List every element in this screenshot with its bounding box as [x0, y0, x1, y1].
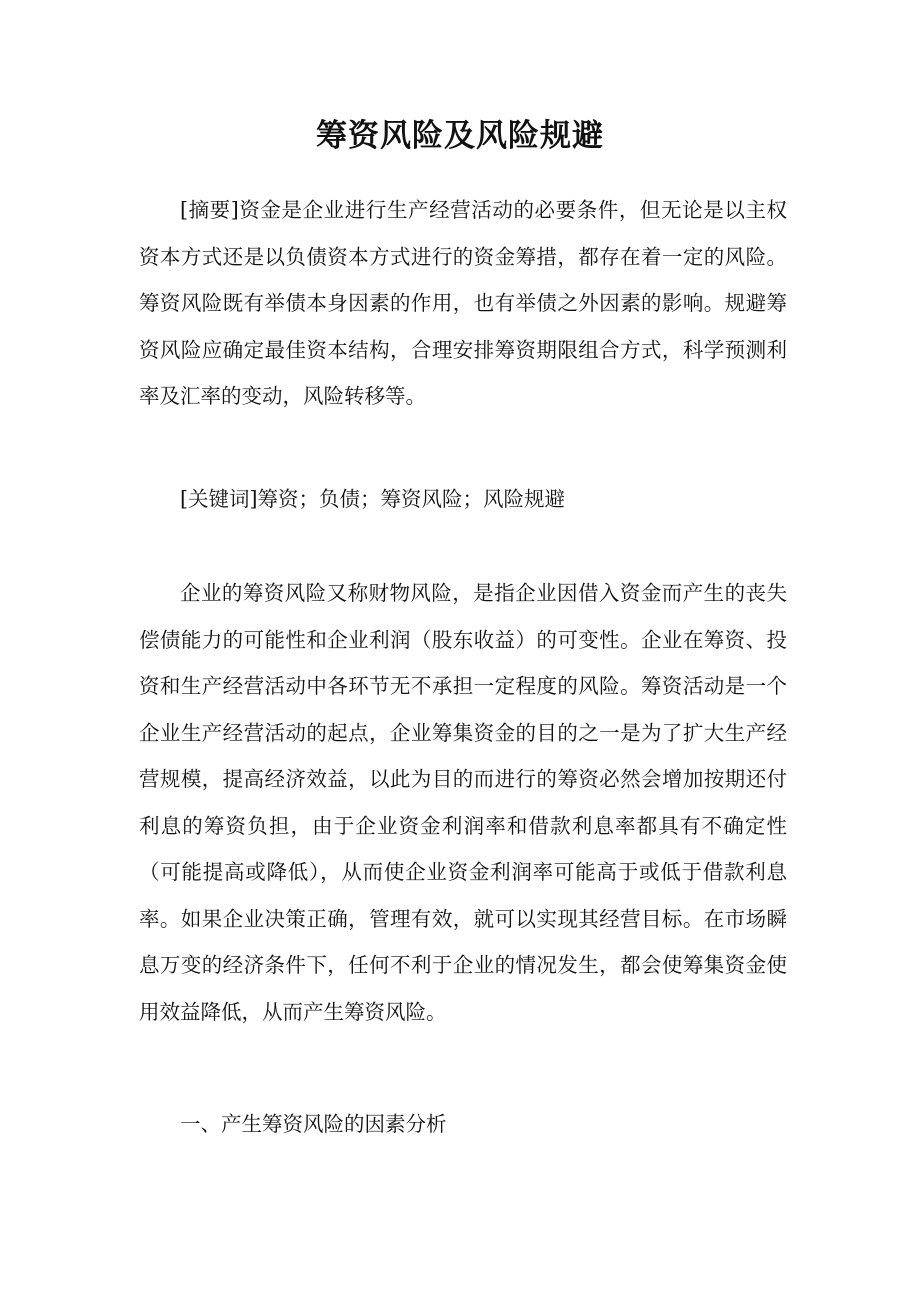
document-title: 筹资风险及风险规避: [316, 118, 604, 154]
abstract-paragraph: [摘要]资金是企业进行生产经营活动的必要条件，但无论是以主权资本方式还是以负债资本方式进行的资金筹措，都存在着一定的风险。筹资风险既有举债本身因素的作用，也有举债之外因素的影响。规避筹资风险应确定最佳资本结构，合理安排筹资期限组合方式，科学预测利率及汇率的变动，风险转移等。: [139, 198, 787, 408]
keywords-paragraph: [关键词]筹资；负债；筹资风险；风险规避: [180, 487, 565, 511]
section-heading: 一、产生筹资风险的因素分析: [180, 1112, 447, 1136]
body-paragraph: 企业的筹资风险又称财物风险，是指企业因借入资金而产生的丧失偿债能力的可能性和企业利润（股东收益）的可变性。企业在筹资、投资和生产经营活动中各环节无不承担一定程度的风险。筹资活动是一个企业生产经营活动的起点，企业筹集资金的目的之一是为了扩大生产经营规模，提高经济效益，以此为目的而进行的筹资必然会增加按期还付利息的筹资负担，由于企业资金利润率和借款利息率都具有不确定性（可能提高或降低），从而使企业资金利润率可能高于或低于借款利息率。如果企业决策正确，管理有效，就可以实现其经营目标。在市场瞬息万变的经济条件下，任何不利于企业的情况发生，都会使筹集资金使用效益降低，从而产生筹资风险。: [139, 581, 787, 1024]
